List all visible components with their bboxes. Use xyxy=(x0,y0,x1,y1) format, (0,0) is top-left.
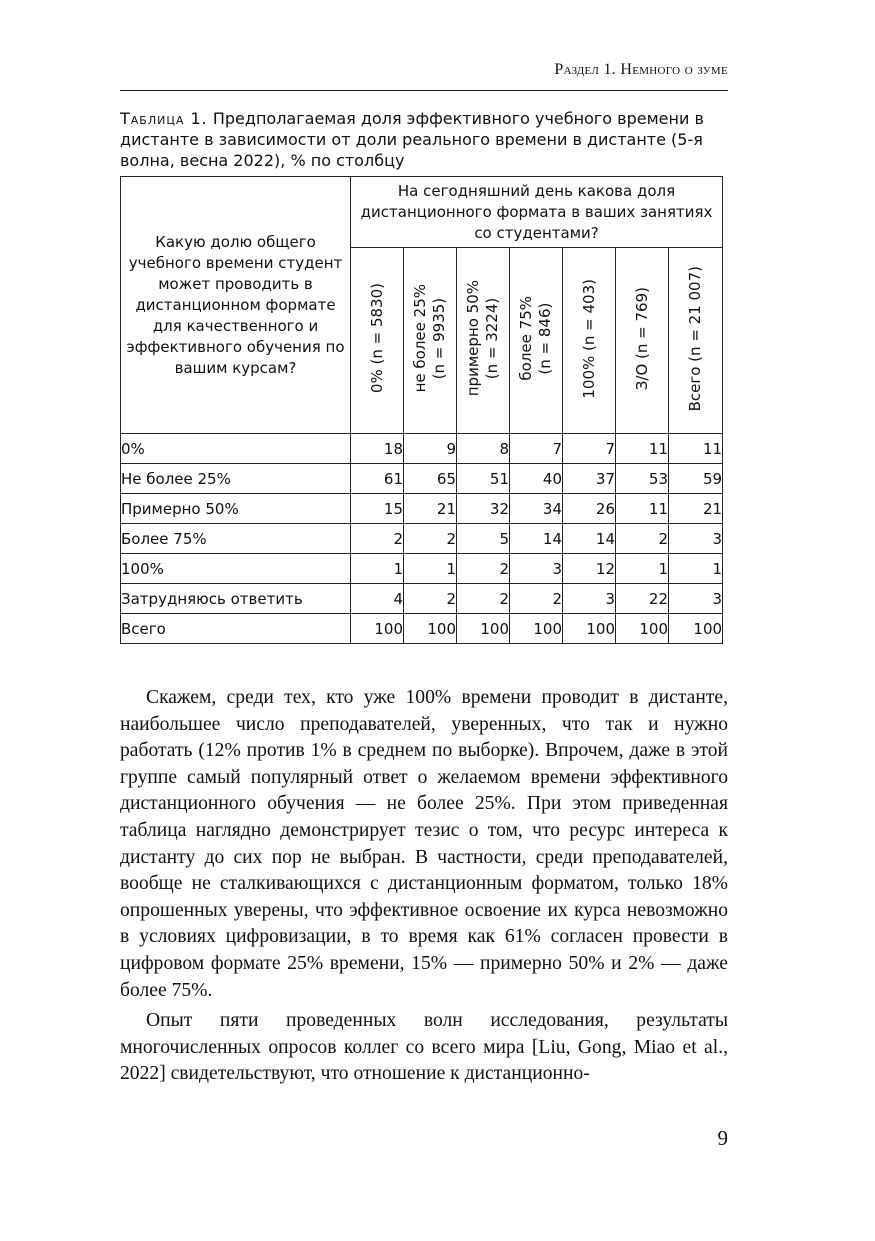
column-header-3 xyxy=(457,248,510,434)
table-cell: 5 xyxy=(457,524,510,554)
table-row xyxy=(121,434,723,464)
table-body xyxy=(121,434,723,644)
table-row xyxy=(121,554,723,584)
row-label: Более 75% xyxy=(121,524,351,554)
header-rule xyxy=(120,90,728,91)
table-row xyxy=(121,614,723,644)
table-cell: 100 xyxy=(563,614,616,644)
table-cell: 34 xyxy=(510,494,563,524)
column-header-line-1: примерно 50% xyxy=(464,280,482,397)
column-header-text xyxy=(464,280,502,396)
table-cell: 8 xyxy=(457,434,510,464)
table-cell: 2 xyxy=(351,524,404,554)
table-row xyxy=(121,524,723,554)
table-cell: 2 xyxy=(457,554,510,584)
table-cell: 1 xyxy=(351,554,404,584)
table-cell: 2 xyxy=(510,584,563,614)
column-header-1 xyxy=(351,248,404,434)
row-label: 0% xyxy=(121,434,351,464)
column-header-text xyxy=(580,279,599,399)
table-cell: 3 xyxy=(669,524,723,554)
table-cell: 53 xyxy=(616,464,669,494)
table-cell: 100 xyxy=(616,614,669,644)
table-cell: 40 xyxy=(510,464,563,494)
table-cell: 1 xyxy=(404,554,457,584)
table-cell: 51 xyxy=(457,464,510,494)
table-row xyxy=(121,584,723,614)
table-cell: 100 xyxy=(404,614,457,644)
table-cell: 59 xyxy=(669,464,723,494)
table-cell: 37 xyxy=(563,464,616,494)
table-cell: 11 xyxy=(616,434,669,464)
table-cell: 11 xyxy=(669,434,723,464)
column-header-line-2: (n = 9935) xyxy=(430,297,448,380)
table-cell: 2 xyxy=(404,584,457,614)
table-cell: 15 xyxy=(351,494,404,524)
table-cell: 100 xyxy=(351,614,404,644)
page-number: 9 xyxy=(717,1126,728,1150)
table-cell: 3 xyxy=(563,584,616,614)
table-cell: 2 xyxy=(404,524,457,554)
table-cell: 7 xyxy=(563,434,616,464)
column-header-6 xyxy=(616,248,669,434)
table-cell: 100 xyxy=(457,614,510,644)
table-cell: 18 xyxy=(351,434,404,464)
column-header-text xyxy=(368,283,387,393)
column-header-4 xyxy=(510,248,563,434)
table-cell: 1 xyxy=(669,554,723,584)
row-label: Затрудняюсь ответить xyxy=(121,584,351,614)
column-header-line-2: (n = 3224) xyxy=(483,297,501,380)
table-cell: 1 xyxy=(616,554,669,584)
column-header-text xyxy=(517,296,555,381)
table-cell: 2 xyxy=(616,524,669,554)
column-header-line-1: Всего (n = 21 007) xyxy=(686,265,705,412)
table-cell: 21 xyxy=(404,494,457,524)
column-header-line-1: 0% (n = 5830) xyxy=(367,283,386,394)
row-label: 100% xyxy=(121,554,351,584)
row-label: Всего xyxy=(121,614,351,644)
table-cell: 4 xyxy=(351,584,404,614)
column-group-header: На сегодняшний день какова доля дистанционного формата в ваших занятиях со студентами? xyxy=(351,177,723,248)
table-cell: 12 xyxy=(563,554,616,584)
column-header-line-1: более 75% xyxy=(517,296,535,381)
caption-text: Предполагаемая доля эффективного учебного времени в дистанте в зависимости от доли реального времени в дистанте (5-я волна, весна 2022), % по столбцу xyxy=(120,109,704,170)
table-cell: 100 xyxy=(669,614,723,644)
column-header-line-1: не более 25% xyxy=(411,284,429,393)
column-header-line-1: З/О (n = 769) xyxy=(632,286,651,391)
paragraph-2: Опыт пяти проведенных волн исследования, результаты многочисленных опросов коллег со всего мира [Liu, Gong, Miao et al., 2022] свидетельствуют, что отношение к дистанционно- xyxy=(120,1010,728,1085)
running-header: Раздел 1. Немного о зуме xyxy=(554,61,728,78)
row-label: Не более 25% xyxy=(121,464,351,494)
table-cell: 65 xyxy=(404,464,457,494)
table-cell: 7 xyxy=(510,434,563,464)
table-row xyxy=(121,494,723,524)
table-cell: 100 xyxy=(510,614,563,644)
table-caption xyxy=(120,108,730,171)
column-header-text xyxy=(686,266,705,411)
table-cell: 22 xyxy=(616,584,669,614)
table-cell: 3 xyxy=(669,584,723,614)
column-header-line-1: 100% (n = 403) xyxy=(579,278,598,399)
table-cell: 32 xyxy=(457,494,510,524)
column-header-5 xyxy=(563,248,616,434)
table-cell: 21 xyxy=(669,494,723,524)
table-cell: 3 xyxy=(510,554,563,584)
row-header-question: Какую долю общего учебного времени студент может проводить в дистанционном формате для качественного и эффективного обучения по вашим курсам? xyxy=(121,177,351,434)
table-cell: 9 xyxy=(404,434,457,464)
table-cell: 14 xyxy=(563,524,616,554)
caption-label: Таблица 1. xyxy=(120,109,208,128)
table-cell: 2 xyxy=(457,584,510,614)
column-header-text xyxy=(633,287,652,390)
table-cell: 14 xyxy=(510,524,563,554)
paragraph-1: Скажем, среди тех, кто уже 100% времени проводит в дистанте, наибольшее число преподавателей, уверенных, что так и нужно работать (12% против 1% в среднем по выборке). Впрочем, даже в этой группе самый популярный ответ о желаемом времени эффективного дистанционного обучения — не более 25%. При этом приведенная таблица наглядно демонстрирует тезис о том, что ресурс интереса к дистанту до сих пор не выбран. В частности, среди преподавателей, вообще не сталкивающихся с дистанционным форматом, только 18% опрошенных уверены, что эффективное освоение их курса невозможно в условиях цифровизации, в то время как 61% согласен провести в цифровом формате 25% времени, 15% — примерно 50% и 2% — даже более 75%. xyxy=(120,687,728,1001)
row-label: Примерно 50% xyxy=(121,494,351,524)
column-header-text xyxy=(411,284,449,392)
data-table xyxy=(120,176,723,644)
column-header-2 xyxy=(404,248,457,434)
table-cell: 11 xyxy=(616,494,669,524)
column-header-line-2: (n = 846) xyxy=(536,302,554,375)
table-cell: 61 xyxy=(351,464,404,494)
table-row xyxy=(121,464,723,494)
column-header-7 xyxy=(669,248,723,434)
table-cell: 26 xyxy=(563,494,616,524)
body-text xyxy=(120,685,728,1088)
